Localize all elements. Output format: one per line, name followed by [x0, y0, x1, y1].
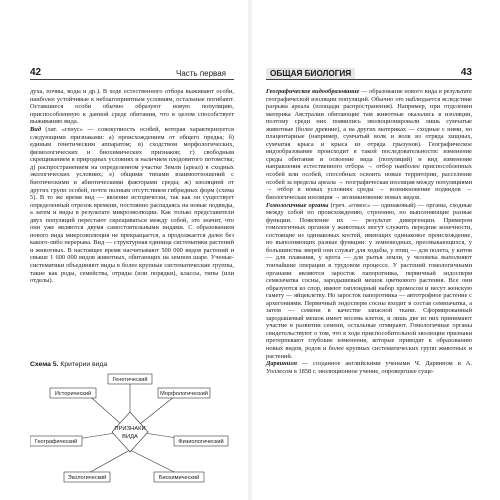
- term-heading: Гомологичные органы: [266, 201, 329, 209]
- term-heading: Вид: [30, 126, 41, 134]
- term-heading: Географическое видообразование: [266, 88, 360, 95]
- glossary-entry: [266, 202, 472, 360]
- biochemical-label: Биохимический: [158, 475, 200, 481]
- right-page-text: [266, 88, 472, 376]
- right-page-header: [266, 68, 472, 80]
- right-page: [252, 0, 500, 500]
- glossary-entry: [266, 360, 472, 375]
- genetic-label: Генетический: [112, 377, 148, 383]
- definition-text: (лат. «генус» — совокупность особей, которая характеризуется следующими признаками: а) происхождением от общего предка; б) единым генетическим аппаратом; в) сходством морфологических, физиологических и биохимических признаков; г) свободным скрещиванием в природных условиях и наличием плодовитого потомства; д) распространением на определенном участке Земли (ареал) в сходных экологических условиях; е) общими типами взаимоотношений с биотическими и абиотическими факторами среды; ж) изоляцией от других групп особей, почти полным отсутствием гибридных форм (схема 5). В то же время вид — явление исторически, так как он существует определенный отрезок времени, постоянно распадаясь на новые подвиды, а затем и виды в результате микроэволюции. Как только представители двух популяций перестают скрещиваться между собой, это значит, что они уже являются двумя самостоятельными видами. С образованием нового вида микроэволюция не прекращается, а продолжается далее без какого-либо перерыва. Вид — структурная единица систематики растений и животных. В настоящее время насчитывают 500 000 видов растений и свыше 1 600 000 видов животных, обитающих на земном шаре. Ученые-систематики объединяют виды в более крупные систематические группы, такие как роды, семейства, отряды (или порядки), классы, типы (или отделы).: [30, 126, 234, 285]
- left-page-text: [30, 88, 234, 285]
- page-number: 42: [30, 67, 42, 78]
- page-number: 43: [460, 67, 472, 78]
- definition-text: — созданное английскими учеными Ч. Дарвином и А. Уоллесом в 1858 г. эволюционное учение, опровергшее суще-: [266, 360, 472, 376]
- left-page-header: [30, 68, 234, 80]
- glossary-entry: [266, 88, 472, 201]
- geographic-label: Географический: [34, 439, 78, 445]
- center-label-line1: ПРИЗНАКИ: [114, 426, 146, 432]
- morphological-label: Морфологический: [160, 391, 208, 397]
- scheme-caption: [30, 361, 107, 368]
- running-title: ОБЩАЯ БИОЛОГИЯ: [266, 68, 355, 79]
- term-heading: Дарвинизм: [266, 360, 297, 368]
- historical-label: Исторический: [54, 391, 92, 397]
- species-criteria-diagram: [30, 372, 230, 490]
- ecological-label: Экологический: [67, 475, 107, 481]
- running-title: Часть первая: [175, 69, 226, 78]
- definition-text: (греч. «гомос» — одинаковый) — органы, сходные между собой по происхождению, строению, но выполняющие разные функции. Появление их — результат дивергенции. Примером гомологичных органов у животных могут служить передние конечности, состоящие из одинаковых костей, имеющих одинаковое происхождение, но выполняющих разные функции: у земноводных, пресмыкающихся, у большинства зверей они служат для ходьбы, у птиц — для полета, у китов — для плавания, у крота — для рытья земли, у человека выполняют тончайшие операции в трудовом процессе. У растений гомологичными органами являются заросток папоротника, первичный эндосперм семязачатка сосны, зародышевый мешок цветкового растения. Все они образуются из спор, имеют гаплоидный набор хромосом и несут женскую гамету — яйцеклетку. Но заросток папоротника — автотрофное растение с архегониями. Первичный эндосперм сосны входит в состав семязачатка, а затем — семени в качестве запасной ткани. Сформированный зародышевый мешок имеет восемь клеток, и лишь две из них принимают участие в развитии семени, остальные отмирают. Гомологичные органы свидетельствуют о том, что в ходе приспособительной эволюции признаки претерпевают глубокие изменения, которые приводят к образованию новых видов, родов и более крупных систематических групп животных и растений.: [266, 201, 472, 360]
- physiological-label: Физиологический: [178, 439, 224, 445]
- scheme-number: Схема 5.: [30, 361, 59, 368]
- center-label-line2: ВИДА: [122, 434, 138, 440]
- definition-paragraph: [30, 126, 234, 284]
- paragraph: духа, почвы, воды и др.). В ходе естественного отбора выживают особи, наиболее устойчивые к неблагоприятным условиям, остальные погибают. Оставшиеся особи обычно образуют новую популяцию, приспособленную к данной среде обитания, что в целом способствует выживанию вида.: [30, 88, 234, 126]
- left-page: [0, 0, 248, 500]
- definition-text: — образование нового вида в результате географической изоляции популяций. Обычно это наблюдается вследствие разрыва ареала (площади распространения). Например, при отделении материка Австралии обитающие там животные оказались в изоляции, поэтому среди них появились эволюционировали лишь сумчатые животные (более древние), а на других материках — сходные с ними, но плацентарные (например, сумчатый волк и волк из отряда хищных, сумчатая крыса и крыса из отряда грызунов). Географическое видообразование происходит в такой последовательности: изменение среды обитания и освоение вида (популяций) и вид изменение направления естественного отбора → отбор наиболее приспособленных особей или особей, способных освоить новые территории, расселение особей за пределы ареала → географическая изоляция между популяциями → отбор в новых условиях среды → возникновение подвидов → биологическая изоляция → возникновение новых видов.: [266, 88, 472, 201]
- scheme-title: Критерии вида: [60, 361, 108, 368]
